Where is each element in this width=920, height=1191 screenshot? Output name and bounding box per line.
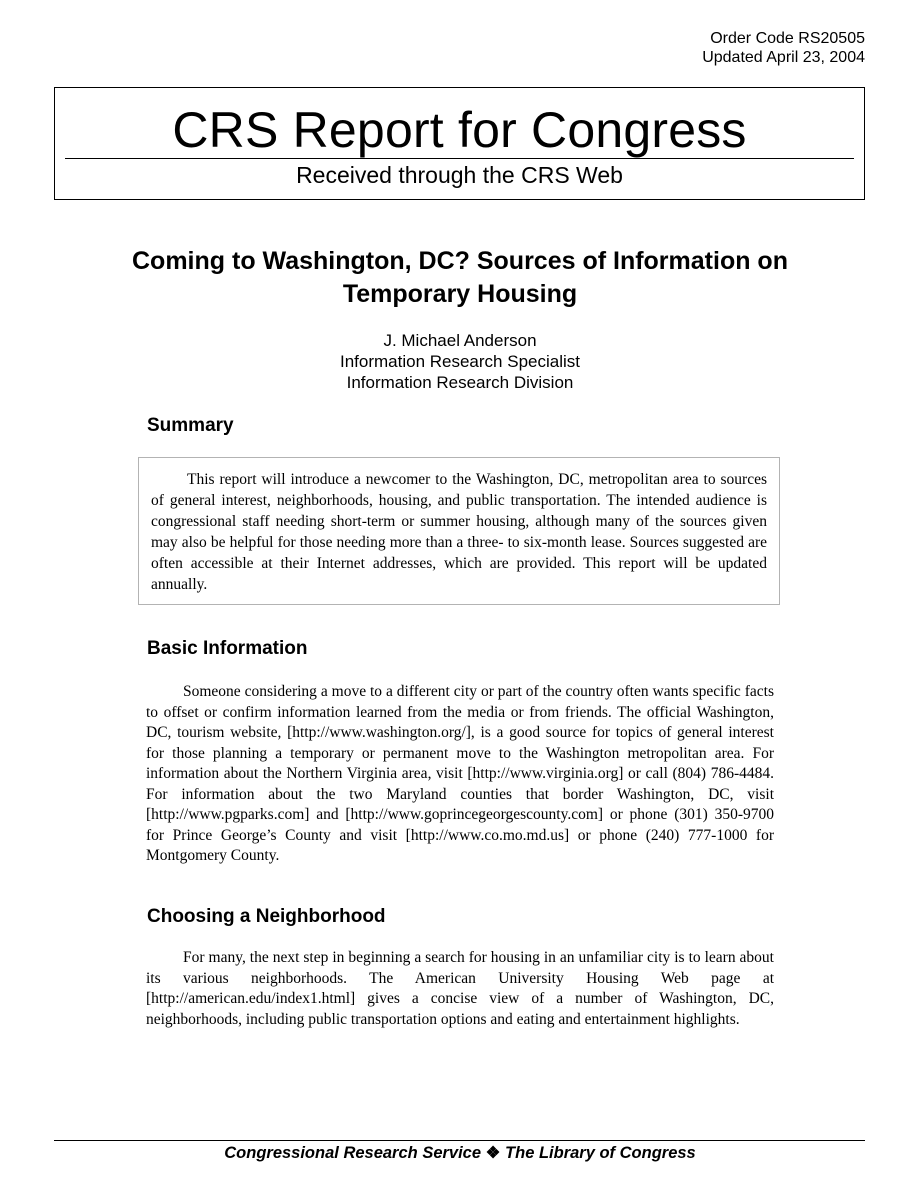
banner-divider (65, 158, 854, 159)
crs-banner (54, 87, 865, 200)
footer-crs: Congressional Research Service (224, 1144, 482, 1162)
author-position: Information Research Specialist (339, 352, 580, 371)
author-division: Information Research Division (346, 373, 574, 392)
section-text-basic-information: Someone considering a move to a different city or part of the country often wants specific facts to offset or confirm information learned from the media or from friends. The official Washington, DC, tourism website, [http://www.washington.org/], is a good source for topics of general interest for those planning a temporary or permanent move to the Washington metropolitan area. For information about the Northern Virginia area, visit [http://www.virginia.org] or call (804) 786-4484. For information about the two Maryland counties that border Washington, DC, visit [http://www.pgparks.com] and [http://www.goprincegeorgescounty.com] or phone (301) 350-9700 for Prince George’s County and visit [http://www.co.mo.md.us] or phone (240) 777-1000 for Montgomery County. (146, 683, 774, 864)
order-info (702, 29, 865, 67)
banner-subtitle: Received through the CRS Web (296, 162, 623, 188)
author-name: J. Michael Anderson (383, 331, 537, 350)
section-heading-choosing-neighborhood: Choosing a Neighborhood (147, 906, 386, 927)
summary-heading: Summary (147, 415, 234, 436)
footer-loc: The Library of Congress (505, 1144, 696, 1162)
order-code: Order Code RS20505 (710, 30, 865, 47)
updated-date: Updated April 23, 2004 (702, 49, 865, 66)
section-heading-basic-information: Basic Information (147, 638, 308, 659)
summary-text: This report will introduce a newcomer to the Washington, DC, metropolitan area to sources of general interest, neighborhoods, housing, and public transportation. The intended audience is congressional staff needing short-term or summer housing, although many of the sources given may also be helpful for those needing more than a three- to six-month lease. Sources suggested are often accessible at their Internet addresses, which are provided. This report will be updated annually. (151, 471, 767, 593)
report-title: Coming to Washington, DC? Sources of Information on Temporary Housing (132, 247, 788, 308)
banner-title: CRS Report for Congress (172, 102, 747, 158)
footer (0, 1143, 920, 1163)
section-text-choosing-neighborhood: For many, the next step in beginning a search for housing in an unfamiliar city is to learn about its various neighborhoods. The American University Housing Web page at [http://american.edu/index1.html] gives a concise view of a number of Washington, DC, neighborhoods, including public transportation options and eating and entertainment highlights. (146, 949, 774, 1028)
summary-box (138, 457, 780, 605)
footer-divider (54, 1140, 865, 1141)
author-block (200, 330, 720, 393)
diamond-icon: ❖ (485, 1144, 501, 1162)
